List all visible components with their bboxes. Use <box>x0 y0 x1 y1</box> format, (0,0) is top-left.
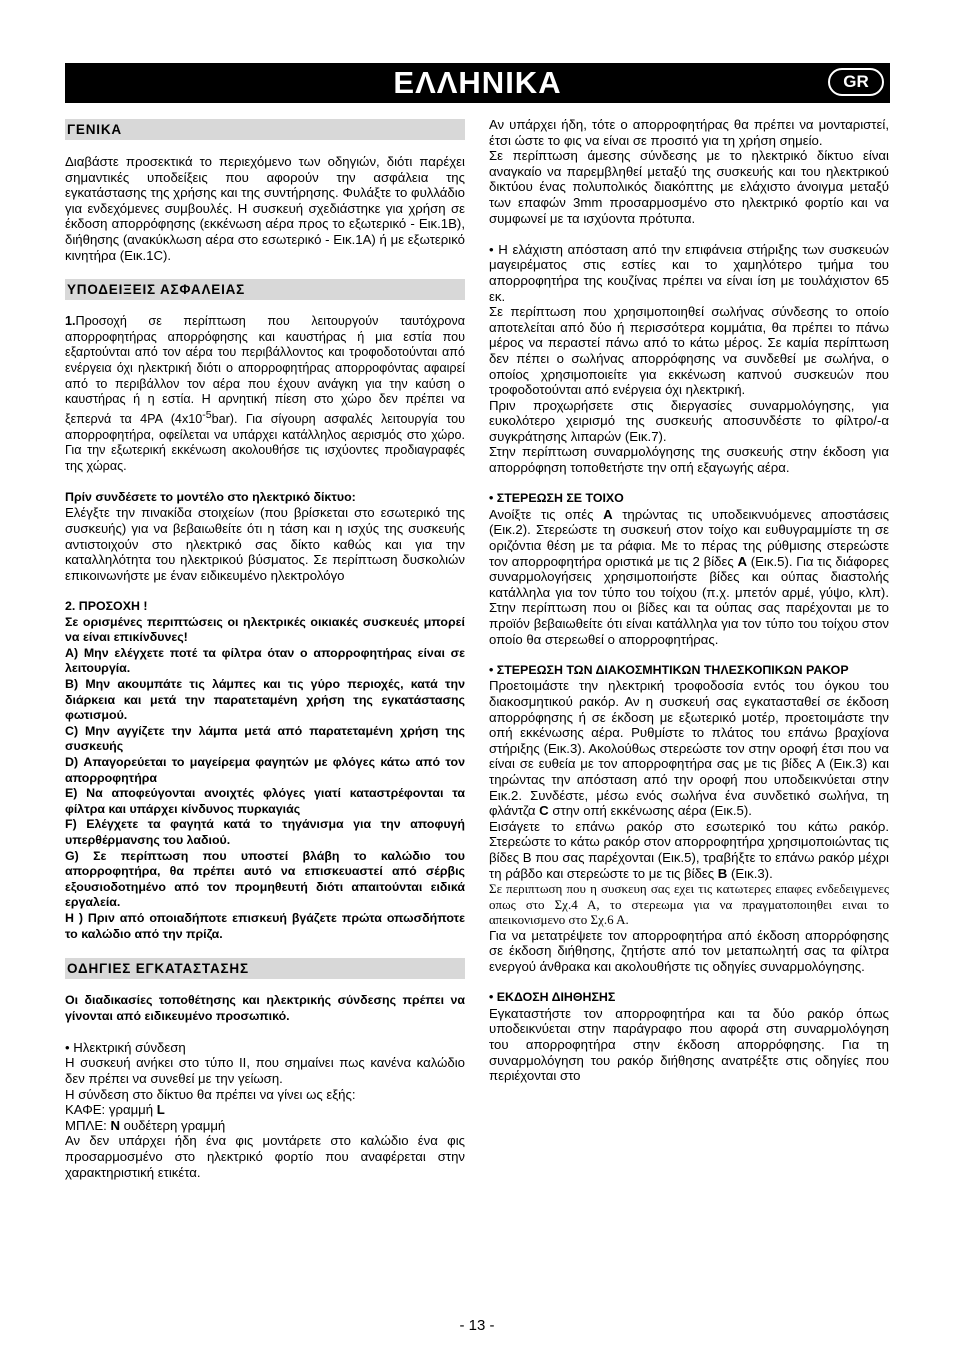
warning-item-h: H ) Πριν από οποιαδήποτε επισκευή βγάζετε πρώτα οπωσδήποτε το καλώδιο από την πρίζα. <box>65 910 465 941</box>
warning-title: 2. ΠΡΟΣΟΧΗ ! <box>65 599 148 614</box>
right-column <box>489 117 889 1084</box>
electrical-connection-text-1: Η συσκευή ανήκει στο τύπο II, που σημαίνει πως κανένα καλώδιο δεν πρέπει να συνεθεί με την γείωση. <box>65 1055 465 1087</box>
plug-text: Αν δεν υπάρχει ήδη ένα φις μοντάρετε στο καλώδιο ένα φις προσαρμοσμένο στο ηλεκτρικό φορτίο που αναφέρεται στην χαρακτηριστική ετικέτα. <box>65 1133 465 1180</box>
warning-item-c: C) Μην αγγίζετε την λάμπα μετά από παρατεταμένη χρήση της συσκευής <box>65 723 465 754</box>
warning-item-e: E) Να αποφεύγονται ανοιχτές φλόγες γιατί καταστρέφονται τα φίλτρα και υπάρχει κίνδυνος πυρκαγιάς <box>65 786 465 816</box>
wire-blue: ΜΠΛΕ: N ουδέτερη γραμμή <box>65 1117 226 1133</box>
section-heading-safety: ΥΠΟΔΕΙΞΕΙΣ ΑΣΦΑΛΕΙΑΣ <box>65 279 465 300</box>
telescopic-chimney-note: Σε περιπτωση που η συσκευη σας εχει τις κατωτερες επαφες ενδεδειγμενες οπως στο Σχ.4 Α, το στερεωμα για να πραγματοποιηθει ειναι το απεικονισμενο στο Σχ.6 Α. <box>489 881 889 928</box>
section-heading-general: ΓΕΝΙΚΑ <box>65 119 465 140</box>
before-connecting-heading: Πρίν συνδέσετε το μοντέλο στο ηλεκτρικό δίκτυο: <box>65 489 356 504</box>
installation-intro: Οι διαδικασίες τοποθέτησης και ηλεκτρικής σύνδεσης πρέπει να γίνονται από ειδικευμένο προσωπικό. <box>65 993 465 1023</box>
warning-item-f: F) Ελέγχετε τα φαγητά κατά το τηγάνισμα για την αποφυγή υπερθέρμανσης του λαδιού. <box>65 817 465 847</box>
warning-item-g: G) Σε περίπτωση που υποστεί βλάβη το καλώδιο του απορροφητήρα, θα πρέπει αυτό να επισκευαστεί από σέρβις εξουσιοδοτημένο από τον προμηθευτή διότι απαιτούνται ειδικά εργαλεία. <box>65 848 465 910</box>
telescopic-chimney-text-1: Προετοιμάστε την ηλεκτρική τροφοδοσία εντός του όγκου του διακοσμητικού ρακόρ. Αν η συσκευή σας εγκατασταθεί σε έκδοση απορρόφησης ή σε έκδοση με εξωτερικό μοτέρ, προετοιμάστε την οπή εκκένωσης αέρα. Ρυθμίστε το πλάτος του επάνω βραχίονα στήριξης (Εικ.3). Ακολούθως στερεώστε τον στην οροφή έτσι που να είναι σε ευθεία με τον απορροφητήρα σας με τις βίδες A (Εικ.3) και τηρώντας την απόσταση από την οροφή που υποδεικνύεται στην Εικ.2. Συνδέστε, μέσω ενός σωλήνα ένα συνδετικό σωλήνα, τη φλάντζα C στην οπή εκκένωσης αέρα (Εικ.5). <box>489 678 889 819</box>
safety-exponent: -5 <box>202 408 212 421</box>
safety-number-1: 1. <box>65 314 76 329</box>
telescopic-chimney-heading: • ΣΤΕΡΕΩΣΗ ΤΩΝ ΔΙΑΚΟΣΜΗΤΙΚΩΝ ΤΗΛΕΣΚΟΠΙΚΩΝ ΡΑΚΟΡ <box>489 662 849 677</box>
direct-connection-text: Σε περίπτωση άμεσης σύνδεσης με το ηλεκτρικό δίκτυο είναι αναγκαίο να παρεμβληθεί μεταξύ της συσκευής και του ηλεκτρικού δικτύου ένας πολυπολικός διακόπτης με ελάχιστο άνοιγμα μεταξύ των επαφών 3mm προσαρμοσμένο στο ηλεκτρικό φορτίο και να συμφωνεί με τα ισχύοντα πρότυπα. <box>489 148 889 226</box>
duct-text: Σε περίπτωση που χρησιμοποιηθεί σωλήνας σύνδεσης το οποίο αποτελείται από δύο ή περισσότερα κομμάτια, θα πρέπει το πάνω μέρος να περαστεί πάνω από το κάτω μέρος. Σε καμία περίπτωση δεν πέπει ο σωλήνας απορρόφησης να συνδεθεί με σωλήνα, ο οποίος χρησιμοποιείτε για εκκένωση καπνού συσκευών που τροφοδοτούνται από ενέργεια όχι ηλεκτρική. <box>489 304 889 398</box>
page-number: - 13 - <box>459 1317 495 1334</box>
grease-filter-text: Πριν προχωρήσετε στις διεργασίες συναρμολόγησης, για ευκολότερο χειρισμό της συσκευής αποσυνδέστε το φίλτρο/-α συγκράτησης λιπαρών (Εικ.7). <box>489 397 889 444</box>
plug-accessible-text: Αν υπάρχει ήδη, τότε ο απορροφητήρας θα πρέπει να μονταριστεί, έτσι ώστε το φις να είναι σε προσιτό για τη χρήση σημείο. <box>489 117 889 148</box>
warning-intro: Σε ορισμένες περιπτώσεις οι ηλεκτρικές οικιακές συσκευές μπορεί να είναι επικίνδυνες! <box>65 614 465 645</box>
language-banner <box>65 63 890 103</box>
safety-text-1b: bar). Για σίγουρη ασφαλές λειτουργία του απορροφητήρα, οφείλεται να υπάρχει κατάλληλος αερισμός στο χώρο. Για την εξωτερική εκκένωση ακολουθήσε τις ισχύοντες προδιαγραφές της χώρας. <box>65 411 465 473</box>
before-connecting-text: Ελέγξτε την πινακίδα στοιχείων (που βρίσκεται στο εσωτερικό της συσκευής) για να βεβαιωθείτε ότι η τάση και η ισχύς της συσκευής αντιστοιχούν στο ηλεκτρικό σας δίκτο καθώς και για την καταλληλότητα του ηλεκτρικού βύσματος. Σε περίπτωση δυσκολιών επικοινωνήστε με έναν ειδικευμένο ηλεκτρολόγο <box>65 505 465 583</box>
warning-item-b: B) Μην ακουμπάτε τις λάμπες και τις γύρο περιοχές, κατά την διάρκεια και μετά την παρατεταμένη χρήση της εγκατάστασης φωτισμού. <box>65 677 465 723</box>
ducting-version-text: Στην περίπτωση συναρμολόγησης της συσκευής στην έκδοση για απορρόφηση τοποθετήστε την οπή εξαγωγής αέρα. <box>489 444 889 476</box>
wire-brown: ΚΑΦΕ: γραμμή L <box>65 1102 165 1118</box>
minimum-distance-text: • Η ελάχιστη απόσταση από την επιφάνεια στήριξης των συσκευών μαγειρέματος στις εστίες και το χαμηλότερο τμήμα του απορροφητήρα της κουζίνας πρέπει να είναι ίση με τουλάχιστον 65 εκ. <box>489 241 889 304</box>
section-heading-installation: ΟΔΗΓΙΕΣ ΕΓΚΑΤΑΣΤΑΣΗΣ <box>65 958 465 979</box>
safety-paragraph-1 <box>65 314 465 474</box>
wall-mounting-text: Ανοίξτε τις οπές A τηρώντας τις υποδεικνυόμενες αποστάσεις (Εικ.2). Στερεώστε τη συσκευή στον τοίχο και ευθυγραμμίστε τη σε οριζόντια θέση με τα ράφια. Με το πέρας της ρύθμισης στερεώστε τον απορροφητήρα οριστικά με τις 2 βίδες A (Εικ.5). Για τις διάφορες συναρμολογήσεις χρησιμοποιήστε βίδες και ούπας διαστολής κατάλληλα για τον τύπο του τοίχου (π.χ. μπετόν αρμέ, γύψο, κλπ). Στην περίπτωση που οι βίδες και τα ούπας σας παρέχονται με το προϊόν βεβαιωθείτε ότι είναι κατάλληλα για τον τύπο του τοίχου στον οποίο θα στερεωθεί ο απορροφητήρας. <box>489 506 890 647</box>
warning-item-d: D) Απαγορεύεται το μαγείρεμα φαγητών με φλόγες κάτω από τον απορροφητήρα <box>65 754 465 785</box>
general-paragraph: Διαβάστε προσεκτικά το περιεχόμενο των οδηγιών, διότι παρέχει σημαντικές υποδείξεις που αφορούν την ασφάλεια της εγκατάστασης της χρήσης και της συντήρησης. Φυλάξτε το φυλλάδιο για ενδεχόμενες συμβουλές. Η συσκευή σχεδιάστηκε για χρήση σε έκδοση απορρόφησης (εκκένωση αέρα προς το εξωτερικό - Εικ.1B), διήθησης (ανακύκλωση αέρα στο εσωτερικό - Εικ.1A) ή με εξωτερικό κινητήρα (Εικ.1C). <box>65 154 465 263</box>
warning-item-a: A) Μην ελέγχετε ποτέ τα φίλτρα όταν ο απορροφητήρας είναι σε λειτουργία. <box>65 645 465 676</box>
left-column <box>65 117 465 1180</box>
electrical-connection-text-2: Η σύνδεση στο δίκτυο θα πρέπει να γίνει ως εξής: <box>65 1086 356 1102</box>
language-title: ΕΛΛΗΝΙΚΑ <box>393 65 562 100</box>
language-badge: GR <box>828 68 884 96</box>
electrical-connection-title: • Ηλεκτρική σύνδεση <box>65 1039 186 1055</box>
telescopic-chimney-text-2: Εισάγετε το επάνω ρακόρ στο εσωτερικό του κάτω ρακόρ. Στερεώστε το κάτω ρακόρ στον απορροφητήρα χρησιμοποιώντας τις βίδες B που σας παρέχονται (Εικ.5), τραβήξτε το επάνω ρακόρ μέχρι τη ράβδο και στερεώστε το με τις βίδες B (Εικ.3). <box>489 818 889 881</box>
filter-version-text: Εγκαταστήστε τον απορροφητήρα και τα δύο ρακόρ όπως υποδεικνύεται στην παράγραφο που αφορά στη συναρμολόγηση του απορροφητήρα στην έκδοση απορρόφησης. Για τη συναρμολόγηση του ρακόρ διήθησης ανατρέξτε στις οδηγίες που περιέχονται στο <box>489 1005 889 1084</box>
conversion-text: Για να μετατρέψετε τον απορροφητήρα από έκδοση απορρόφησης σε έκδοση διήθησης, ζητήστε από τον μεταπωλητή σας τα φίλτρα ενεργού άνθρακα και ακολουθήστε τις οδηγίες συναρμολόγησης. <box>489 927 889 975</box>
filter-version-heading: • ΕΚΔΟΣΗ ΔΙΗΘΗΣΗΣ <box>489 990 616 1005</box>
wall-mounting-heading: • ΣΤΕΡΕΩΣΗ ΣΕ ΤΟΙΧΟ <box>489 491 624 506</box>
safety-text-1a: Προσοχή σε περίπτωση που λειτουργούν ταυτόχρονα απορροφητήρας απορρόφησης και καυστήρας ή μια εστία που εξαρτούνται από τον αέρα του περιβάλλοντος και τροφοδοτούνται από ενέργεια όχι ηλεκτρική διότι ο απορροφητήρας απορροφόντας αφαιρεί από το περιβάλλον τον αέρα που έχουν ανάγκη για την καύση ο καυστήρας ή η εστία. Η αρνητική πίεση στο χώρο δεν πρέπει να ξεπερνά τα 4PA (4x10 <box>65 314 465 426</box>
